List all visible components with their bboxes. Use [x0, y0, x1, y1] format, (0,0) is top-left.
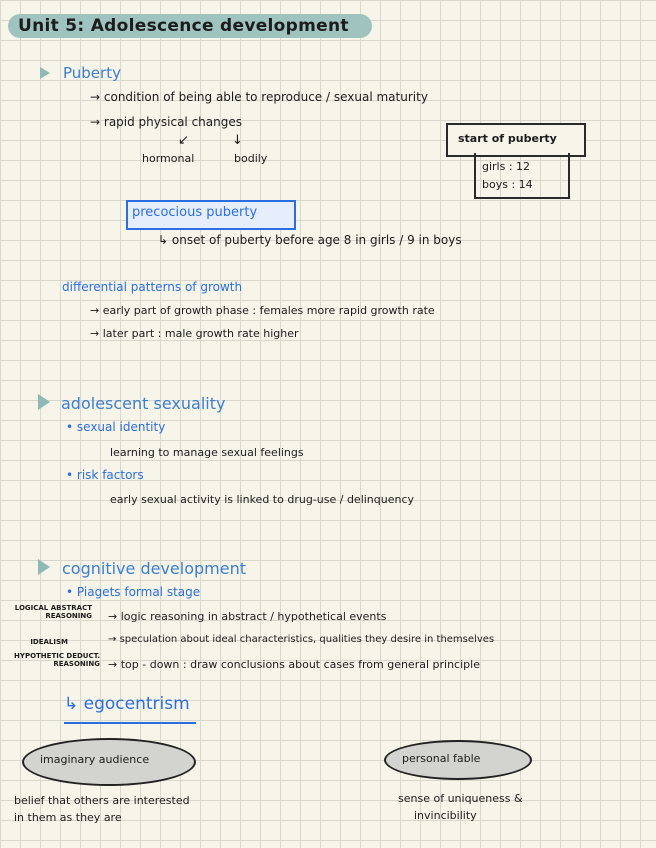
precocious-definition-text: onset of puberty before age 8 in girls / 9 in boys [171, 233, 462, 247]
bullet-icon: • [66, 468, 74, 482]
hook-arrow-icon: ↳ [158, 233, 169, 247]
hook-arrow-icon: ↳ [64, 694, 79, 714]
puberty-bullet-1 [90, 90, 428, 104]
piaget-subheading-text: Piagets formal stage [76, 585, 201, 599]
imaginary-audience-desc-1: belief that others are interested [14, 794, 190, 807]
sexual-identity-label [66, 420, 165, 434]
risk-factors-label [66, 468, 144, 482]
personal-fable-desc-2: invincibility [414, 809, 477, 822]
sexuality-heading: adolescent sexuality [61, 394, 226, 413]
arrow-icon: → [90, 304, 100, 317]
change-type-hormonal: hormonal [142, 152, 195, 165]
start-of-puberty-title: start of puberty [458, 132, 557, 145]
tag-hypothetic-deduct: HYPOTHETIC DEDUCT. REASONING [14, 652, 100, 668]
page-title: Unit 5: Adolescence development [18, 16, 349, 36]
section-marker-icon [38, 394, 50, 410]
section-marker-icon [38, 559, 50, 575]
egocentrism-label: egocentrism [83, 694, 190, 714]
puberty-bullet-2-text: rapid physical changes [103, 115, 242, 129]
risk-factors-text: risk factors [76, 468, 144, 482]
arrow-icon: → [108, 634, 117, 645]
change-type-bodily: bodily [234, 152, 268, 165]
sexual-identity-detail: learning to manage sexual feelings [110, 446, 304, 459]
arrow-icon: → [90, 90, 101, 104]
puberty-bullet-1-text: condition of being able to reproduce / sexual maturity [103, 90, 428, 104]
risk-factors-detail: early sexual activity is linked to drug-use / delinquency [110, 493, 415, 506]
growth-point-2-text: later part : male growth rate higher [102, 327, 299, 340]
cognitive-row-2-text: speculation about ideal characteristics, qualities they desire in themselves [119, 634, 495, 645]
precocious-definition [158, 233, 462, 247]
arrow-down-left-icon: ↙ [178, 133, 189, 148]
puberty-heading: Puberty [63, 64, 121, 82]
puberty-bullet-2 [90, 115, 242, 129]
piaget-subheading [66, 585, 200, 599]
arrow-icon: → [108, 610, 118, 623]
tag-idealism: IDEALISM [30, 638, 68, 646]
cognitive-row-1 [108, 610, 386, 623]
cognitive-row-2 [108, 634, 494, 645]
bullet-icon: • [66, 585, 74, 599]
precocious-puberty-label: precocious puberty [132, 205, 258, 220]
growth-point-1 [90, 304, 435, 317]
arrow-down-icon: ↓ [232, 133, 243, 148]
cognitive-row-3-text: top - down : draw conclusions about cases from general principle [120, 658, 480, 671]
personal-fable-desc-1: sense of uniqueness & [398, 792, 523, 805]
imaginary-audience-label: imaginary audience [40, 753, 150, 766]
sexual-identity-text: sexual identity [76, 420, 166, 434]
egocentrism-heading [64, 694, 190, 714]
tag-logical-abstract: LOGICAL ABSTRACT REASONING [14, 604, 92, 620]
imaginary-audience-desc-2: in them as they are [14, 811, 122, 824]
growth-heading: differential patterns of growth [62, 280, 243, 294]
section-marker-icon [40, 67, 50, 79]
arrow-icon: → [90, 115, 101, 129]
cognitive-row-1-text: logic reasoning in abstract / hypothetical events [120, 610, 387, 623]
bullet-icon: • [66, 420, 74, 434]
cognitive-heading: cognitive development [62, 559, 246, 578]
arrow-icon: → [90, 327, 100, 340]
girls-age: girls : 12 [482, 160, 531, 173]
personal-fable-label: personal fable [402, 752, 481, 765]
growth-point-1-text: early part of growth phase : females more rapid growth rate [102, 304, 435, 317]
cognitive-row-3 [108, 658, 480, 671]
egocentrism-underline [64, 722, 196, 724]
growth-point-2 [90, 327, 299, 340]
boys-age: boys : 14 [482, 178, 533, 191]
arrow-icon: → [108, 658, 118, 671]
